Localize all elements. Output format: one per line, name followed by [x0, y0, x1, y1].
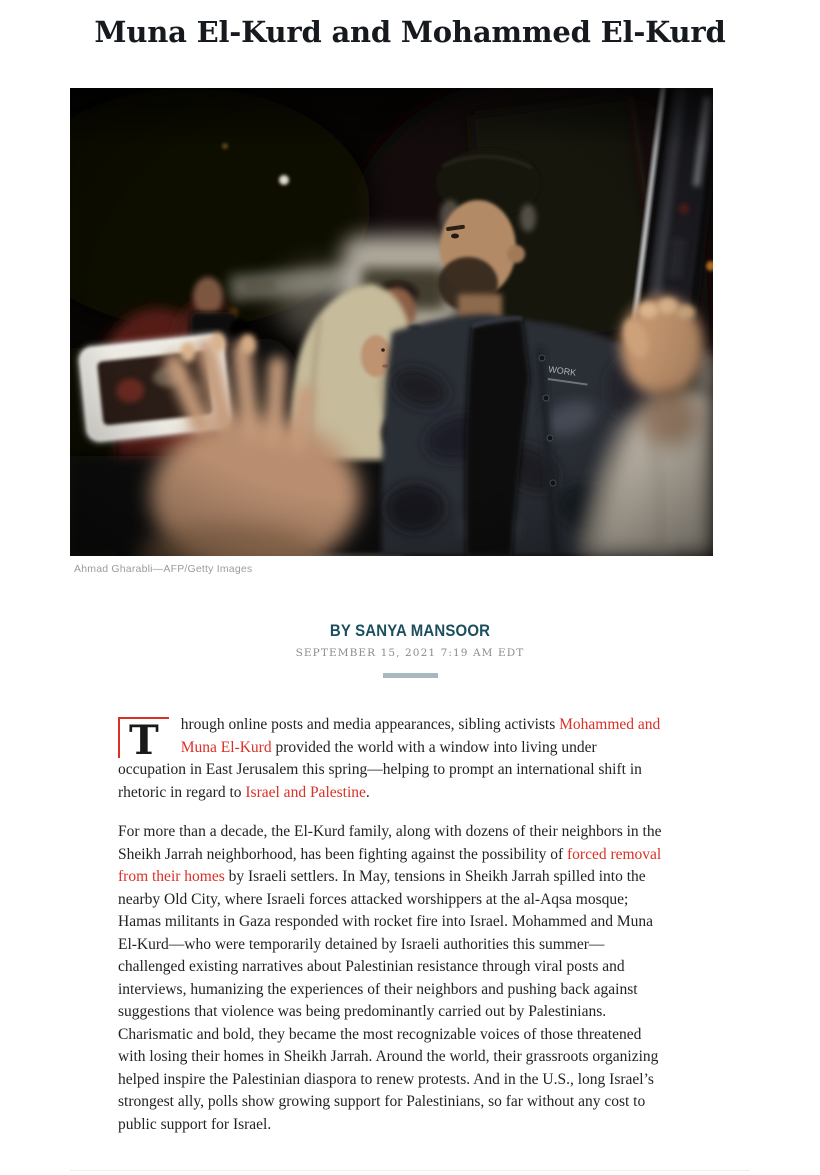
paragraph-1: [118, 714, 666, 804]
inline-article-link[interactable]: Israel and Palestine: [245, 783, 366, 801]
publish-date: SEPTEMBER 15, 2021 7:19 AM EDT: [295, 647, 525, 659]
text-segment: by Israeli settlers. In May, tensions in Sheikh Jarrah spilled into the nearby Old City, where Israeli forces attacked worshippers at the al-Aqsa mosque; Hamas militants in Gaza responded with rocket fire into Israel. Mohammed and Muna El-Kurd—who were temporarily detained by Israeli authorities this summer—challenged existing narratives about Palestinian resistance through viral posts and interviews, humanizing the experiences of their neighbors and pushing back against suggestions that violence was being predominantly carried out by Palestinians. Charismatic and bold, they became the most recognizable voices of those threatened with losing their homes in Sheikh Jarrah. Around the world, their grassroots organizing helped inspire the Palestinian diaspora to renew protests. And in the U.S., long Israel’s strongest ally, polls show growing support for Palestinians, so far without any cost to public support for Israel.: [118, 868, 659, 1133]
photo-credit: Ahmad Gharabli—AFP/Getty Images: [74, 563, 253, 575]
drop-cap-frame: [118, 717, 169, 764]
inline-article-link[interactable]: Mohammed and Muna El-Kurd: [180, 716, 661, 756]
lead-photo: [70, 88, 713, 556]
paragraph-2: [118, 821, 666, 1136]
byline-divider: [383, 673, 438, 678]
byline-author-link[interactable]: BY SANYA MANSOOR: [329, 621, 491, 640]
article-page: [0, 14, 820, 1175]
top-shadow: [70, 88, 713, 148]
text-segment: hrough online posts and media appearances, sibling activists: [180, 716, 560, 733]
text-segment: provided the world with a window into living under occupation in East Jerusalem this spring—helping to prompt an international shift in rhetoric in regard to: [118, 738, 642, 801]
inline-article-link[interactable]: forced removal from their homes: [118, 845, 662, 885]
paragraph-1-text: [118, 716, 660, 801]
page-title: Muna El-Kurd and Mohammed El-Kurd: [94, 15, 726, 49]
text-segment: .: [365, 783, 370, 801]
night-crowd-photo-illustration: [70, 88, 713, 556]
byline-block: [0, 621, 820, 678]
bottom-divider: [70, 1170, 750, 1171]
paragraph-2-text: [118, 823, 662, 1133]
drop-cap-letter: T: [129, 717, 159, 764]
lead-photo-figure: [70, 88, 713, 575]
text-segment: For more than a decade, the El-Kurd family, along with dozens of their neighbors in the Sheikh Jarrah neighborhood, has been fighting against the possibility of: [118, 823, 662, 863]
vignette: [70, 88, 713, 556]
article-body: [118, 714, 666, 1136]
